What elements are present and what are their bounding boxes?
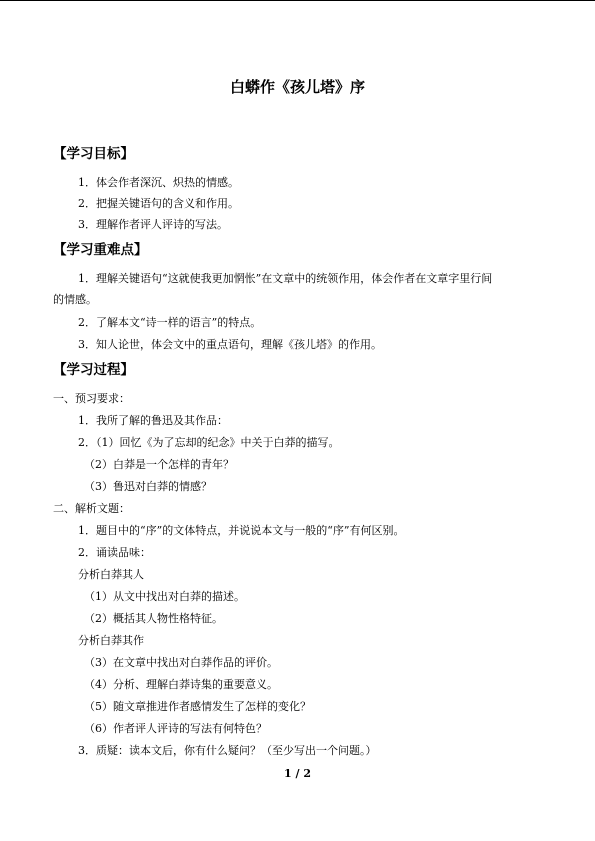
key-point-line: 1．理解关键语句“这就使我更加惘怅”在文章中的统领作用，体会作者在文章字里行间 — [78, 272, 493, 285]
process-line: 1．我所了解的鲁迅及其作品： — [78, 414, 228, 427]
objective-line: 3．理解作者评人评诗的写法。 — [78, 218, 228, 231]
objective-line: 2．把握关键语句的含义和作用。 — [78, 197, 239, 210]
process-line: 二、解析文题： — [53, 502, 130, 515]
page-number: 1 / 2 — [284, 767, 311, 780]
key-point-line: 2．了解本文“诗一样的语言”的特点。 — [78, 316, 262, 329]
process-line: （3）在文章中找出对白莽作品的评价。 — [84, 656, 278, 669]
key-point-line: 3．知人论世，体会文中的重点语句，理解《孩儿塔》的作用。 — [78, 338, 382, 351]
objective-line: 1．体会作者深沉、炽热的情感。 — [78, 176, 239, 189]
page-top-rule — [0, 0, 595, 1]
section-heading-process: 【学习过程】 — [53, 362, 134, 378]
section-heading-key-points: 【学习重难点】 — [53, 242, 148, 258]
process-line: （5）随文章推进作者感情发生了怎样的变化？ — [84, 700, 311, 713]
process-line: （1）从文中找出对白莽的描述。 — [84, 590, 245, 603]
section-heading-objectives: 【学习目标】 — [53, 146, 134, 162]
document-title: 白蟒作《孩儿塔》序 — [229, 78, 365, 96]
key-point-line: 的情感。 — [53, 293, 97, 306]
process-line: 3．质疑：读本文后，你有什么疑问？（至少写出一个问题。） — [78, 744, 377, 757]
process-line: 一、预习要求： — [53, 392, 130, 405]
process-line: （3）鲁迅对白莽的情感？ — [84, 480, 212, 493]
process-line: （2）白莽是一个怎样的青年？ — [84, 458, 234, 471]
process-line: 2．（1）回忆《为了忘却的纪念》中关于白莽的描写。 — [78, 436, 340, 449]
process-line: 1．题目中的“序”的文体特点，并说说本文与一般的“序”有何区别。 — [78, 524, 405, 537]
process-line: （4）分析、理解白莽诗集的重要意义。 — [84, 678, 278, 691]
process-line: 分析白莽其人 — [78, 568, 144, 581]
process-line: （6）作者评人评诗的写法有何特色？ — [84, 722, 267, 735]
process-line: 2．诵读品味： — [78, 546, 151, 559]
process-line: 分析白莽其作 — [78, 634, 144, 647]
process-line: （2）概括其人物性格特征。 — [84, 612, 223, 625]
